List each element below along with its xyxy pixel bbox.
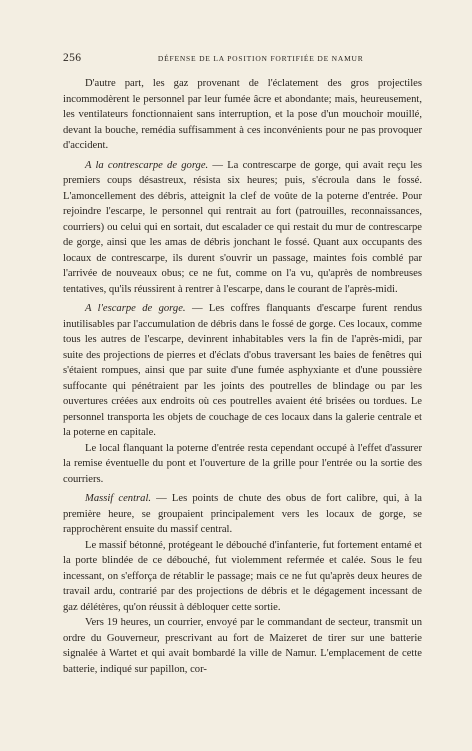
paragraph [63,441,422,488]
paragraph [63,538,422,616]
paragraph [63,301,422,441]
paragraph [63,158,422,298]
paragraph [63,76,422,154]
page-body [63,76,422,677]
paragraph-text: — La contrescarpe de gorge, qui avait reçu les premiers coups désastreux, résista six heures; puis, s'écroula dans le fossé. L'amoncellement des débris, atteignit la clef de voûte de la poterne d'entrée. Pour rejoindre l'escarpe, le personnel qui rentrait au fort (patrouilles, reconnaissances, courriers) ou celui qui en sortait, dut escalader ce qui restait du mur de contrescarpe de gorge, ainsi que les amas de débris jonchant le fossé. Quant aux occupants des locaux de contrescarpe, ils durent s'ouvrir un passage, maintes fois comblé par l'arrivée de nouveaux obus; ce ne fut, comme on l'a vu, qu'après de nombreuses tentatives, qu'ils réussirent à rentrer à l'escarpe, dans le courant de l'après-midi. [63,159,422,295]
paragraph-text: D'autre part, les gaz provenant de l'éclatement des gros projectiles incommodèrent le personnel par leur fumée âcre et abondante; mais, heureusement, les ventilateurs fonctionnaient sans interruption, et la pose d'un mouchoir mouillé, devant la bouche, remédia suffisamment à ces inconvénients pour ne pas provoquer d'accident. [63,78,422,151]
paragraph [63,615,422,677]
page-number: 256 [63,52,82,64]
running-title: DÉFENSE DE LA POSITION FORTIFIÉE DE NAMUR [157,54,364,63]
paragraph-text: — Les coffres flanquants d'escarpe furent rendus inutilisables par l'accumulation de débris dans le fossé de gorge. Ces locaux, comme tous les autres de l'escarpe, devinrent inhabitables vers la fin de l'après-midi, par suite des projections de pierres et d'éclats d'obus traversant les baies de fenêtres qui s'étaient rompues, ainsi que par suite d'une fumée asphyxiante et d'une poussière suffocante qui pénétraient par les joints des poutrelles de blindage ou par les ouvertures créées aux endroits où ces poutrelles avaient été brisées ou tordues. Le personnel transporta les objets de couchage de ces locaux dans la galerie centrale et la poterne en capitale. [63,303,422,438]
section-heading: Massif central. [85,493,152,504]
paragraph-text: — Les points de chute des obus de fort calibre, qui, à la première heure, se groupaient principalement vers les locaux de gorge, se rapprochèrent ensuite du massif central. [63,493,422,535]
paragraph [63,491,422,538]
paragraph-text: Le massif bétonné, protégeant le débouché d'infanterie, fut fortement entamé et la porte blindée de ce débouché, fut violemment refermée et calée. Sous le feu incessant, on s'efforça de rétablir le passage; mais ce ne fut qu'après deux heures de travail ardu, contrarié par des projections de débris et le dégagement incessant de gaz délétères, qu'on réussit à débloquer cette sortie. [63,539,422,613]
section-heading: A la contrescarpe de gorge. [85,159,209,171]
page-header [63,52,422,64]
section-heading: A l'escarpe de gorge. [85,303,186,314]
paragraph-text: Le local flanquant la poterne d'entrée resta cependant occupé à l'effet d'assurer la remise éventuelle du pont et l'ouverture de la grille pour l'entrée ou la sortie des courriers. [63,442,422,485]
paragraph-text: Vers 19 heures, un courrier, envoyé par le commandant de secteur, transmit un ordre du Gouverneur, prescrivant au fort de Maizeret de tirer sur une batterie signalée à Wartet et qui avait bombardé la ville de Namur. L'emplacement de cette batterie, indiqué sur papillon, cor- [63,617,422,675]
